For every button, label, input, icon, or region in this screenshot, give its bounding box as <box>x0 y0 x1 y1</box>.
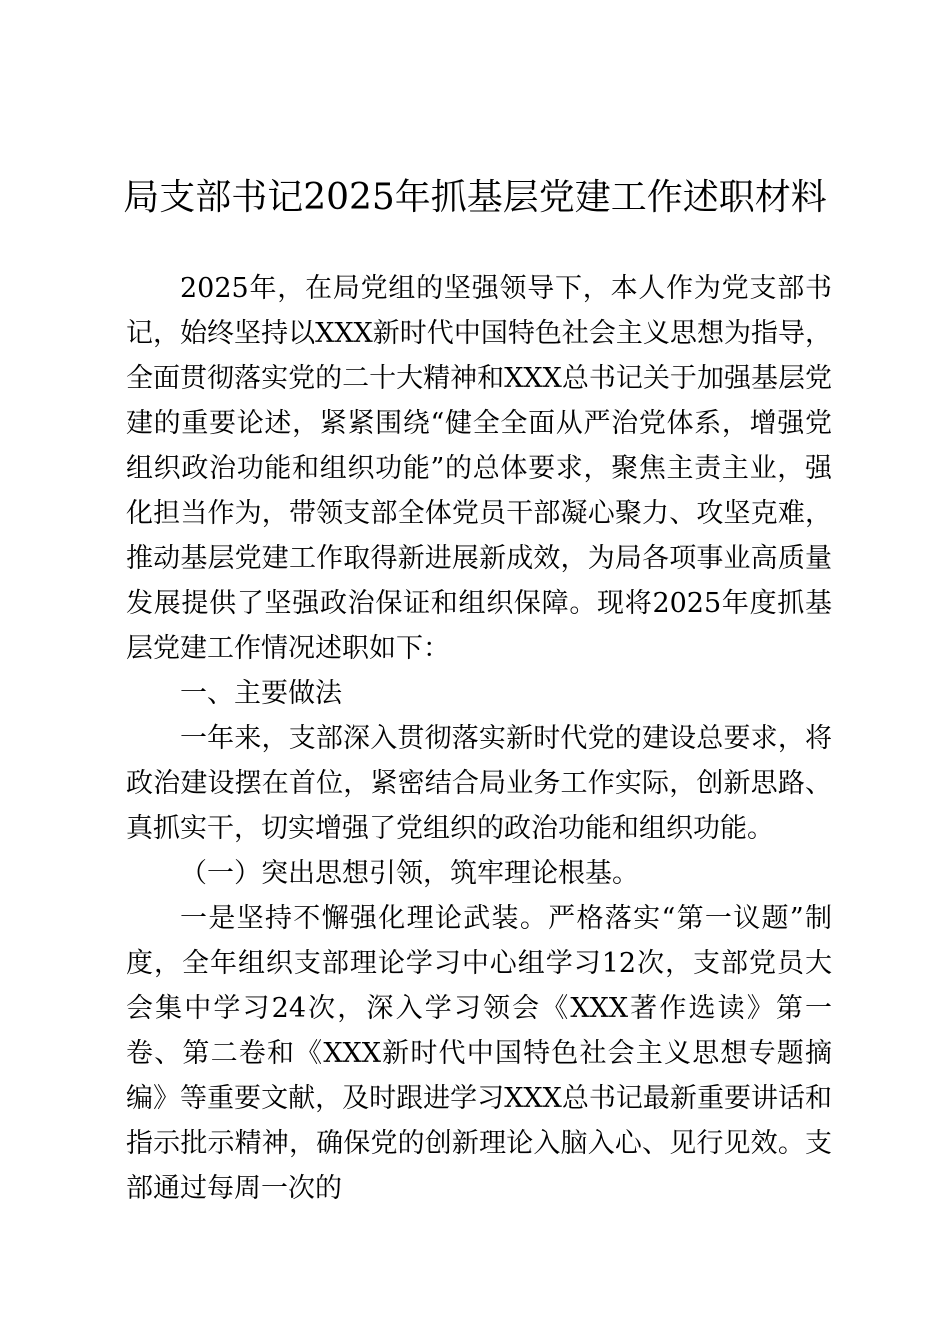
subsection-heading-thought-guidance: （一）突出思想引领，筑牢理论根基。 <box>180 858 639 889</box>
document-body <box>126 266 832 1211</box>
intro-paragraph: 2025年，在局党组的坚强领导下，本人作为党支部书记，始终坚持以XXX新时代中国特色社会主义思想为指导，全面贯彻落实党的二十大精神和XXX总书记关于加强基层党建的重要论述，紧紧围绕“健全全面从严治党体系，增强党组织政治功能和组织功能”的总体要求，聚焦主责主业，强化担当作为，带领支部全体党员干部凝心聚力、攻坚克难，推动基层党建工作取得新进展新成效，为局各项事业高质量发展提供了坚强政治保证和组织保障。现将2025年度抓基层党建工作情况述职如下： <box>126 273 832 664</box>
document-title: 局支部书记2025年抓基层党建工作述职材料 <box>123 177 827 218</box>
section-heading-main-practices: 一、主要做法 <box>180 678 342 709</box>
theory-study-paragraph: 一是坚持不懈强化理论武装。严格落实“第一议题”制度，全年组织支部理论学习中心组学习12次，支部党员大会集中学习24次，深入学习领会《XXX著作选读》第一卷、第二卷和《XXX新时代中国特色社会主义思想专题摘编》等重要文献，及时跟进学习XXX总书记最新重要讲话和指示批示精神，确保党的创新理论入脑入心、见行见效。支部通过每周一次的 <box>126 903 832 1204</box>
section-summary-paragraph: 一年来，支部深入贯彻落实新时代党的建设总要求，将政治建设摆在首位，紧密结合局业务工作实际，创新思路、真抓实干，切实增强了党组织的政治功能和组织功能。 <box>126 723 832 844</box>
